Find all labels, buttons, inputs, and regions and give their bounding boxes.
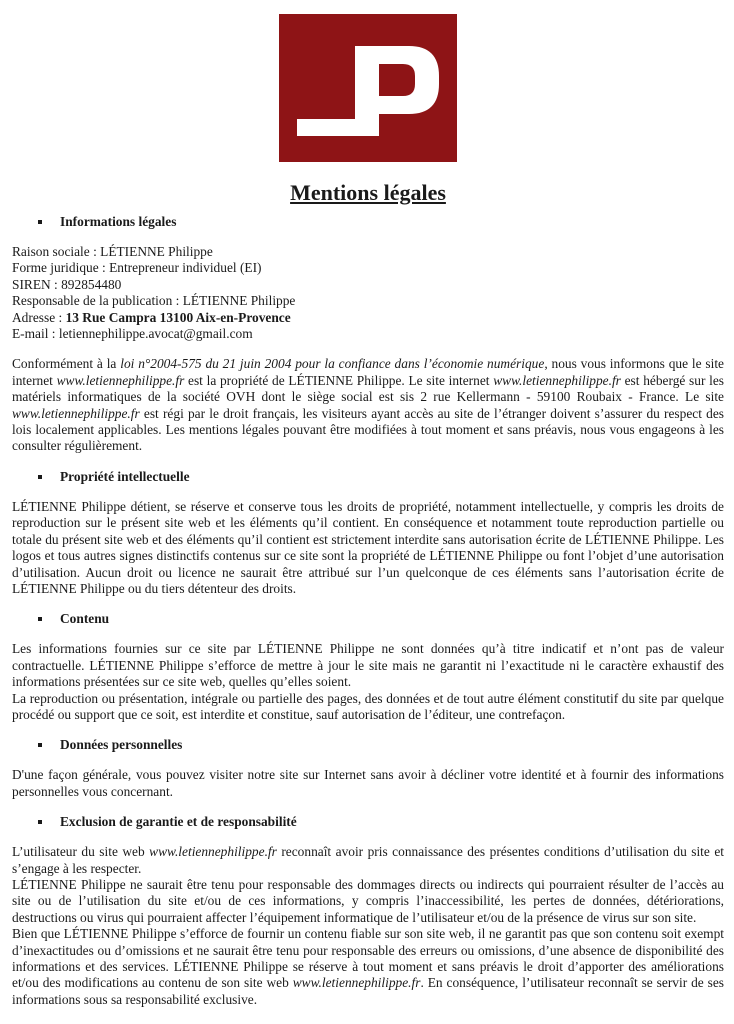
exclusion-paragraph-1: L’utilisateur du site web www.letiennephilippe.fr reconnaît avoir pris connaissance des présentes conditions d’utilisation du site et s’engage à les respecter. [12, 844, 724, 876]
bullet-icon [38, 743, 42, 747]
site-link[interactable]: www.letiennephilippe.fr [149, 844, 277, 860]
legal-info-list [12, 244, 724, 342]
contenu-paragraph-2: La reproduction ou présentation, intégrale ou partielle des pages, des données et de tout autre élément constitutif du site par quelque procédé ou support que ce soit, est interdite et constitue, sauf autorisation de l’éditeur, une contrefaçon. [12, 690, 724, 722]
email: E-mail : letiennephilippe.avocat@gmail.com [12, 326, 253, 342]
donnees-paragraph: D'une façon générale, vous pouvez visiter notre site sur Internet sans avoir à décliner votre identité et à fournir des informations personnelles vous concernant. [12, 767, 724, 799]
lp-logo-icon [279, 14, 457, 162]
section-heading-exclusion: Exclusion de garantie et de responsabilité [12, 814, 724, 832]
section-heading-contenu: Contenu [12, 611, 724, 629]
site-link[interactable]: www.letiennephilippe.fr [292, 975, 421, 991]
site-link[interactable]: www.letiennephilippe.fr [493, 372, 621, 388]
document-body [12, 214, 724, 1008]
page-title: Mentions légales [290, 180, 446, 205]
legal-info-paragraph: Conformément à la loi n°2004-575 du 21 juin 2004 pour la confiance dans l’économie numérique, nous vous informons que le site internet www.letiennephilippe.fr est la propriété de LÉTIENNE Philippe. Le site internet www.letiennephilippe.fr est hébergé sur les matériels informatiques de la société OVH dont le siège social est sis 2 rue Kellermann - 59100 Roubaix - France. Le site www.letiennephilippe.fr est régi par le droit français, les visiteurs ayant accès au site de l’étranger doivent s’assurer du respect des lois localement applicables. Les mentions légales pouvant être modifiées à tout moment et sans préavis, nous vous engageons à les consulter régulièrement. [12, 356, 724, 454]
adresse: Adresse : 13 Rue Campra 13100 Aix-en-Provence [12, 309, 291, 325]
section-heading-donnees: Données personnelles [12, 737, 724, 755]
lp-logo [279, 14, 457, 162]
forme-juridique: Forme juridique : Entrepreneur individuel (EI) [12, 260, 262, 276]
responsable-publication: Responsable de la publication : LÉTIENNE Philippe [12, 293, 296, 309]
bullet-icon [38, 220, 42, 224]
bullet-icon [38, 617, 42, 621]
site-link[interactable]: www.letiennephilippe.fr [56, 372, 185, 388]
section-heading-informations-legales: Informations légales [12, 214, 724, 232]
exclusion-paragraph-2: LÉTIENNE Philippe ne saurait être tenu pour responsable des dommages directs ou indirects qui pourraient résulter de l’accès au site ou de l’utilisation du site et/ou de ces informations, y compris l’inaccessibilité, les pertes de données, détériorations, destructions ou virus qui pourraient affecter l’équipement informatique de l’utilisateur et/ou de la présence de virus sur son site. [12, 876, 724, 925]
bullet-icon [38, 475, 42, 479]
exclusion-paragraph-3: Bien que LÉTIENNE Philippe s’efforce de fournir un contenu fiable sur son site web, il ne garantit pas que son contenu soit exempt d’inexactitudes ou d’omissions et ne saurait être tenu pour responsable des erreurs ou omissions, d’une absence de disponibilité des informations et des services. LÉTIENNE Philippe se réserve à tout moment et sans préavis le droit d’apporter des améliorations et/ou des modifications au contenu de son site web www.letiennephilippe.fr. En conséquence, l’utilisateur reconnaît se servir de ses informations sous sa responsabilité exclusive. [12, 926, 725, 1007]
site-link[interactable]: www.letiennephilippe.fr [12, 405, 140, 421]
raison-sociale: Raison sociale : LÉTIENNE Philippe [12, 244, 213, 259]
section-heading-propriete: Propriété intellectuelle [12, 469, 724, 487]
siren: SIREN : 892854480 [12, 276, 122, 292]
propriete-paragraph: LÉTIENNE Philippe détient, se réserve et conserve tous les droits de propriété, notamment intellectuelle, y compris les droits de reproduction sur le présent site web et les éléments qu’il contient. En conséquence et notamment toute reproduction partielle ou totale du présent site web et des éléments qu’il contient est strictement interdite sans autorisation écrite de LÉTIENNE Philippe. Les logos et tous autres signes distinctifs contenus sur ce site sont la propriété de LÉTIENNE Philippe ou font l’objet d’une autorisation d’utilisation. Aucun droit ou licence ne saurait être attribué sur l’un quelconque de ces éléments sans l’autorisation écrite de LÉTIENNE Philippe ou du tiers détenteur des droits. [12, 498, 724, 596]
contenu-paragraph-1: Les informations fournies sur ce site par LÉTIENNE Philippe ne sont données qu’à titre indicatif et n’ont pas de valeur contractuelle. LÉTIENNE Philippe s’efforce de mettre à jour le site mais ne garantit ni l’exactitude ni le caractère exhaustif des informations présentées sur ce site web, quelles qu’elles soient. [12, 641, 724, 690]
bullet-icon [38, 820, 42, 824]
